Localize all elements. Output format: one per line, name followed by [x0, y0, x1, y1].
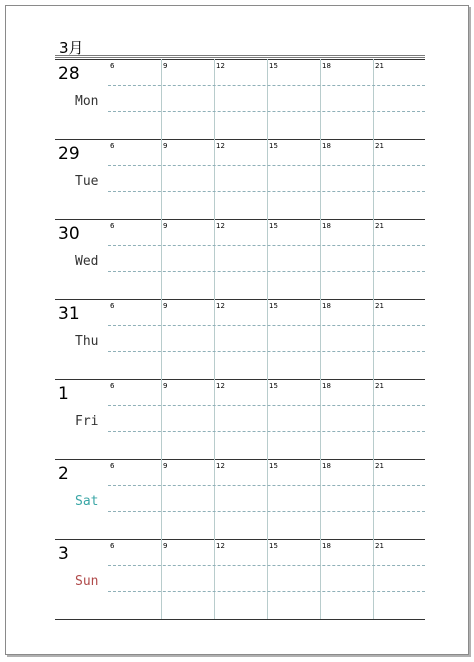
- dashed-writing-line: [108, 485, 425, 486]
- hour-column-line: [373, 459, 374, 539]
- day-divider: [55, 59, 425, 60]
- hour-label: 12: [216, 302, 225, 310]
- dashed-writing-line: [108, 85, 425, 86]
- hour-column-line: [320, 299, 321, 379]
- day-number: 3: [58, 544, 69, 564]
- hour-label: 21: [375, 382, 384, 390]
- dashed-writing-line: [108, 271, 425, 272]
- hour-column-line: [320, 379, 321, 459]
- hour-label: 18: [322, 142, 331, 150]
- hour-label: 15: [269, 142, 278, 150]
- hour-label: 9: [163, 302, 168, 310]
- hour-column-line: [320, 459, 321, 539]
- hour-column-line: [373, 539, 374, 619]
- day-row: [55, 139, 425, 219]
- hour-label: 18: [322, 542, 331, 550]
- dashed-writing-line: [108, 191, 425, 192]
- hour-column-line: [214, 539, 215, 619]
- dashed-writing-line: [108, 431, 425, 432]
- hour-label: 12: [216, 142, 225, 150]
- bottom-rule: [55, 619, 425, 620]
- hour-label: 12: [216, 462, 225, 470]
- hour-label: 12: [216, 222, 225, 230]
- hour-column-line: [320, 219, 321, 299]
- hour-label: 18: [322, 302, 331, 310]
- day-row: [55, 539, 425, 619]
- hour-label: 6: [110, 382, 115, 390]
- hour-column-line: [161, 299, 162, 379]
- hour-column-line: [373, 219, 374, 299]
- hour-column-line: [214, 299, 215, 379]
- hour-column-line: [373, 379, 374, 459]
- hour-label: 6: [110, 462, 115, 470]
- hour-label: 12: [216, 62, 225, 70]
- hour-column-line: [267, 139, 268, 219]
- hour-label: 21: [375, 462, 384, 470]
- hour-label: 21: [375, 62, 384, 70]
- dashed-writing-line: [108, 591, 425, 592]
- hour-label: 18: [322, 62, 331, 70]
- dashed-writing-line: [108, 245, 425, 246]
- dashed-writing-line: [108, 351, 425, 352]
- hour-column-line: [214, 459, 215, 539]
- day-name: Sun: [75, 574, 99, 589]
- day-name: Thu: [75, 334, 99, 349]
- hour-label: 15: [269, 462, 278, 470]
- hour-column-line: [267, 379, 268, 459]
- hour-label: 18: [322, 382, 331, 390]
- day-number: 2: [58, 464, 69, 484]
- hour-label: 12: [216, 542, 225, 550]
- hour-label: 9: [163, 142, 168, 150]
- hour-column-line: [267, 539, 268, 619]
- hour-column-line: [214, 59, 215, 139]
- hour-label: 6: [110, 222, 115, 230]
- day-row: [55, 219, 425, 299]
- hour-column-line: [214, 139, 215, 219]
- hour-label: 6: [110, 62, 115, 70]
- hour-label: 6: [110, 302, 115, 310]
- hour-label: 18: [322, 222, 331, 230]
- hour-label: 21: [375, 142, 384, 150]
- hour-column-line: [161, 59, 162, 139]
- day-row: [55, 299, 425, 379]
- day-number: 31: [58, 304, 80, 324]
- hour-column-line: [214, 379, 215, 459]
- hour-label: 15: [269, 62, 278, 70]
- day-number: 1: [58, 384, 69, 404]
- hour-label: 9: [163, 462, 168, 470]
- hour-column-line: [320, 59, 321, 139]
- day-row: [55, 379, 425, 459]
- day-name: Wed: [75, 254, 99, 269]
- month-title: 3月: [59, 39, 84, 57]
- hour-label: 21: [375, 302, 384, 310]
- hour-column-line: [161, 139, 162, 219]
- hour-label: 15: [269, 302, 278, 310]
- hour-label: 18: [322, 462, 331, 470]
- day-row: [55, 459, 425, 539]
- hour-label: 9: [163, 542, 168, 550]
- day-divider: [55, 379, 425, 380]
- day-number: 29: [58, 144, 80, 164]
- hour-label: 15: [269, 542, 278, 550]
- hour-column-line: [320, 139, 321, 219]
- day-name: Tue: [75, 174, 99, 189]
- hour-label: 21: [375, 542, 384, 550]
- day-name: Mon: [75, 94, 99, 109]
- day-divider: [55, 539, 425, 540]
- day-row: [55, 59, 425, 139]
- hour-column-line: [161, 379, 162, 459]
- day-divider: [55, 459, 425, 460]
- hour-label: 6: [110, 542, 115, 550]
- hour-label: 6: [110, 142, 115, 150]
- day-number: 30: [58, 224, 80, 244]
- day-divider: [55, 139, 425, 140]
- hour-column-line: [161, 459, 162, 539]
- hour-column-line: [214, 219, 215, 299]
- day-name: Fri: [75, 414, 99, 429]
- hour-column-line: [161, 219, 162, 299]
- hour-column-line: [267, 459, 268, 539]
- hour-column-line: [320, 539, 321, 619]
- hour-column-line: [267, 219, 268, 299]
- hour-column-line: [267, 59, 268, 139]
- dashed-writing-line: [108, 405, 425, 406]
- title-double-rule: [55, 55, 425, 58]
- hour-label: 15: [269, 382, 278, 390]
- day-divider: [55, 299, 425, 300]
- hour-label: 9: [163, 62, 168, 70]
- hour-column-line: [373, 59, 374, 139]
- hour-label: 15: [269, 222, 278, 230]
- hour-column-line: [267, 299, 268, 379]
- hour-column-line: [161, 539, 162, 619]
- hour-label: 9: [163, 222, 168, 230]
- hour-column-line: [373, 299, 374, 379]
- hour-label: 9: [163, 382, 168, 390]
- dashed-writing-line: [108, 511, 425, 512]
- hour-column-line: [373, 139, 374, 219]
- dashed-writing-line: [108, 111, 425, 112]
- hour-label: 21: [375, 222, 384, 230]
- dashed-writing-line: [108, 325, 425, 326]
- day-divider: [55, 219, 425, 220]
- hour-label: 12: [216, 382, 225, 390]
- dashed-writing-line: [108, 565, 425, 566]
- day-number: 28: [58, 64, 80, 84]
- day-name: Sat: [75, 494, 99, 509]
- dashed-writing-line: [108, 165, 425, 166]
